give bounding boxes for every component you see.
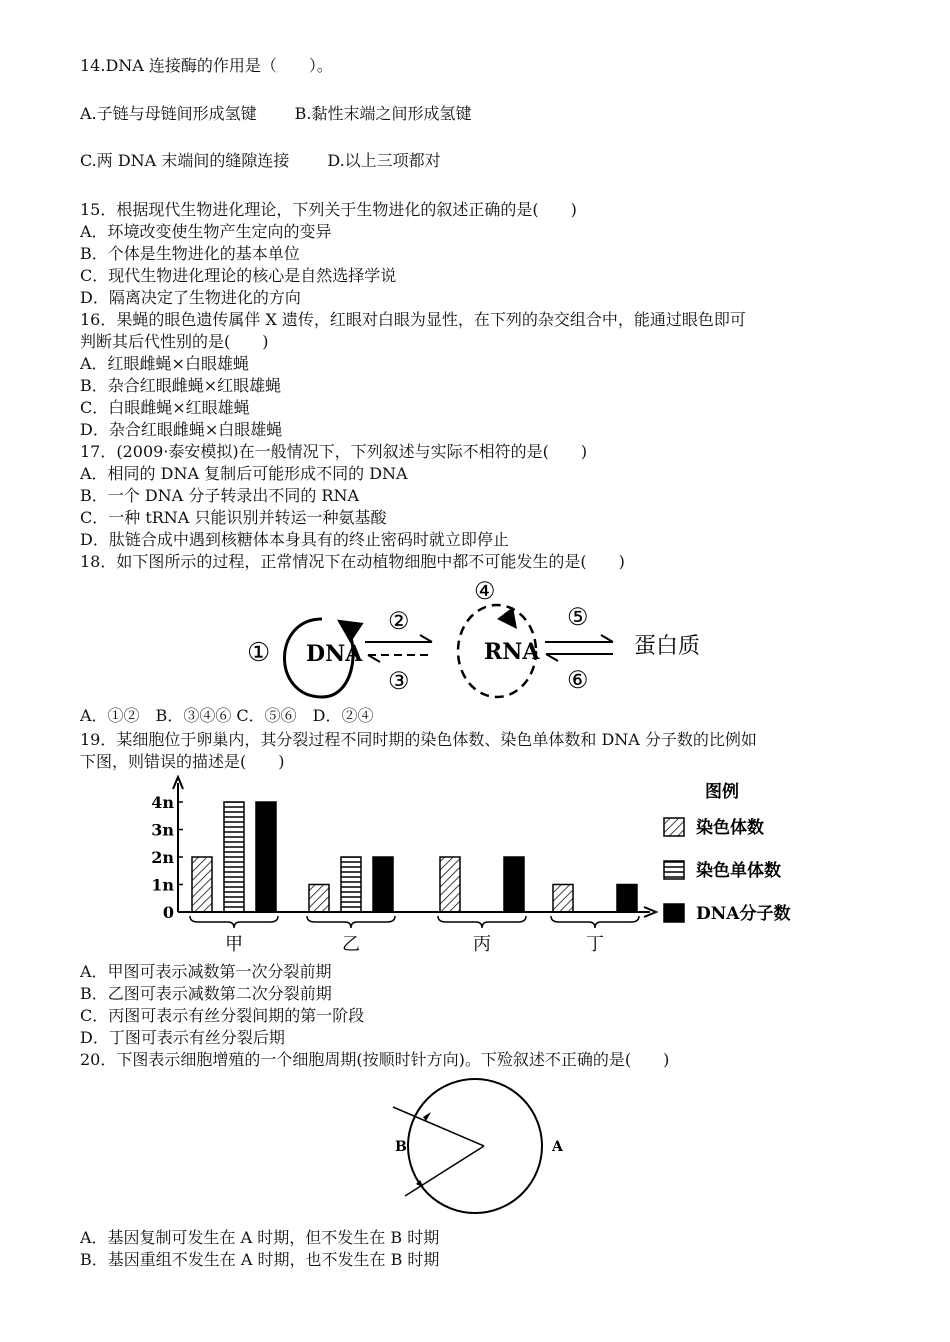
- cell-cycle-diagram: [0, 1072, 950, 1242]
- category-brace: [438, 916, 526, 928]
- q14-option-c: C.两 DNA 末端间的缝隙连接: [80, 151, 290, 170]
- q14-options-row2: [80, 150, 441, 172]
- phase-label-a: A: [552, 1139, 563, 1155]
- category-brace: [551, 916, 639, 928]
- q20-option-a: A．基因复制可发生在 A 时期，但不发生在 B 时期: [80, 1228, 440, 1247]
- arrow-transcription-head: [420, 635, 432, 642]
- label-6: ⑥: [567, 666, 589, 694]
- chart-legend: [664, 781, 790, 924]
- phase-divider-lower: [405, 1146, 484, 1196]
- q14-options-row1: [80, 103, 472, 125]
- q19-stem-line2: 下图，则错误的描述是( ): [80, 752, 285, 771]
- category-label: 甲: [225, 934, 243, 955]
- legend-swatch: [664, 904, 684, 922]
- legend-label: 染色体数: [696, 818, 764, 838]
- q17-option-a: A．相同的 DNA 复制后可能形成不同的 DNA: [80, 464, 408, 483]
- q17-stem: 17．(2009·泰安模拟)在一般情况下，下列叙述与实际不相符的是( ): [80, 442, 588, 461]
- q15-option-a: A．环境改变使生物产生定向的变异: [80, 222, 332, 241]
- q16-option-c: C．白眼雌蝇×红眼雄蝇: [80, 398, 250, 417]
- y-tick-label: 1n: [151, 875, 174, 895]
- protein-label: 蛋白质: [634, 634, 701, 659]
- bar: [192, 857, 212, 912]
- y-tick-label: 4n: [151, 793, 174, 812]
- bar: [256, 802, 276, 912]
- bar: [341, 857, 361, 912]
- q14-option-a: A.子链与母链间形成氢键: [80, 104, 257, 123]
- legend-swatch: [664, 861, 684, 879]
- q17-option-b: B．一个 DNA 分子转录出不同的 RNA: [80, 486, 360, 505]
- label-3: ③: [388, 667, 410, 695]
- q15-option-d: D．隔离决定了生物进化的方向: [80, 288, 301, 307]
- q19-stem-line1: 19．某细胞位于卵巢内，其分裂过程不同时期的染色体数、染色单体数和 DNA 分子数的比例如: [80, 730, 757, 749]
- label-5: ⑤: [567, 603, 589, 631]
- q19-option-c: C．丙图可表示有丝分裂间期的第一阶段: [80, 1006, 365, 1025]
- phase-label-b: B: [395, 1139, 407, 1155]
- central-dogma-diagram: [0, 575, 950, 705]
- y-tick-label: 2n: [151, 848, 174, 867]
- chart-categories: [190, 916, 639, 955]
- label-2: ②: [388, 607, 410, 635]
- q16-option-b: B．杂合红眼雌蝇×红眼雄蝇: [80, 376, 282, 395]
- y-tick-label: 0: [162, 903, 174, 922]
- legend-swatch: [664, 818, 684, 836]
- q15-option-c: C．现代生物进化理论的核心是自然选择学说: [80, 266, 397, 285]
- category-brace: [307, 916, 395, 928]
- rna-loop-arrow: [505, 613, 514, 625]
- legend-label: DNA分子数: [696, 904, 791, 924]
- q17-option-d: D．肽链合成中遇到核糖体本身具有的终止密码时就立即停止: [80, 530, 509, 549]
- bar: [440, 857, 460, 912]
- category-label: 丁: [586, 934, 604, 955]
- arrow-translation-head: [601, 635, 613, 642]
- category-brace: [190, 916, 278, 928]
- q16-stem-line1: 16．果蝇的眼色遗传属伴 X 遗传，红眼对白眼为显性，在下列的杂交组合中，能通过眼色即可: [80, 310, 746, 329]
- bar: [373, 857, 393, 912]
- q14-stem: 14.DNA 连接酶的作用是（ ）。: [80, 56, 333, 75]
- bar: [309, 885, 329, 913]
- dna-label: DNA: [306, 641, 363, 667]
- q19-option-b: B．乙图可表示减数第二次分裂前期: [80, 984, 332, 1003]
- bar: [224, 802, 244, 912]
- q18-answers: A．①② B．③④⑥ C．⑤⑥ D．②④: [80, 706, 374, 725]
- arrow-reverse-head: [368, 655, 380, 662]
- q19-option-a: A．甲图可表示减数第一次分裂前期: [80, 962, 332, 981]
- q15-stem: 15．根据现代生物进化理论，下列关于生物进化的叙述正确的是( ): [80, 200, 577, 219]
- legend-label: 染色单体数: [696, 861, 781, 881]
- chart-bars: [192, 802, 637, 912]
- q15-option-b: B．个体是生物进化的基本单位: [80, 244, 300, 263]
- legend-title: 图例: [705, 782, 739, 802]
- q14-option-d: D.以上三项都对: [327, 151, 441, 170]
- chromosome-bar-chart: [0, 775, 950, 965]
- category-label: 乙: [342, 934, 360, 955]
- q17-option-c: C．一种 tRNA 只能识别并转运一种氨基酸: [80, 508, 387, 527]
- bar: [617, 885, 637, 913]
- bar: [504, 857, 524, 912]
- rna-label: RNA: [484, 639, 540, 665]
- q16-option-d: D．杂合红眼雌蝇×白眼雄蝇: [80, 420, 283, 439]
- q16-stem-line2: 判断其后代性别的是( ): [80, 332, 269, 351]
- category-label: 丙: [473, 934, 491, 955]
- bar: [553, 885, 573, 913]
- label-4: ④: [474, 577, 496, 605]
- q19-option-d: D．丁图可表示有丝分裂后期: [80, 1028, 285, 1047]
- arrow-reverse-translation-head: [546, 654, 558, 661]
- q20-option-b: B．基因重组不发生在 A 时期，也不发生在 B 时期: [80, 1250, 440, 1269]
- y-tick-label: 3n: [151, 820, 174, 840]
- cell-cycle-circle: [408, 1079, 542, 1213]
- q18-stem: 18．如下图所示的过程，正常情况下在动植物细胞中都不可能发生的是( ): [80, 552, 625, 571]
- label-1: ①: [247, 638, 271, 668]
- q16-option-a: A．红眼雌蝇×白眼雄蝇: [80, 354, 249, 373]
- q20-stem: 20．下图表示细胞增殖的一个细胞周期(按顺时针方向)。下殓叙述不正确的是( ): [80, 1050, 670, 1069]
- q14-option-b: B.黏性末端之间形成氢键: [294, 104, 472, 123]
